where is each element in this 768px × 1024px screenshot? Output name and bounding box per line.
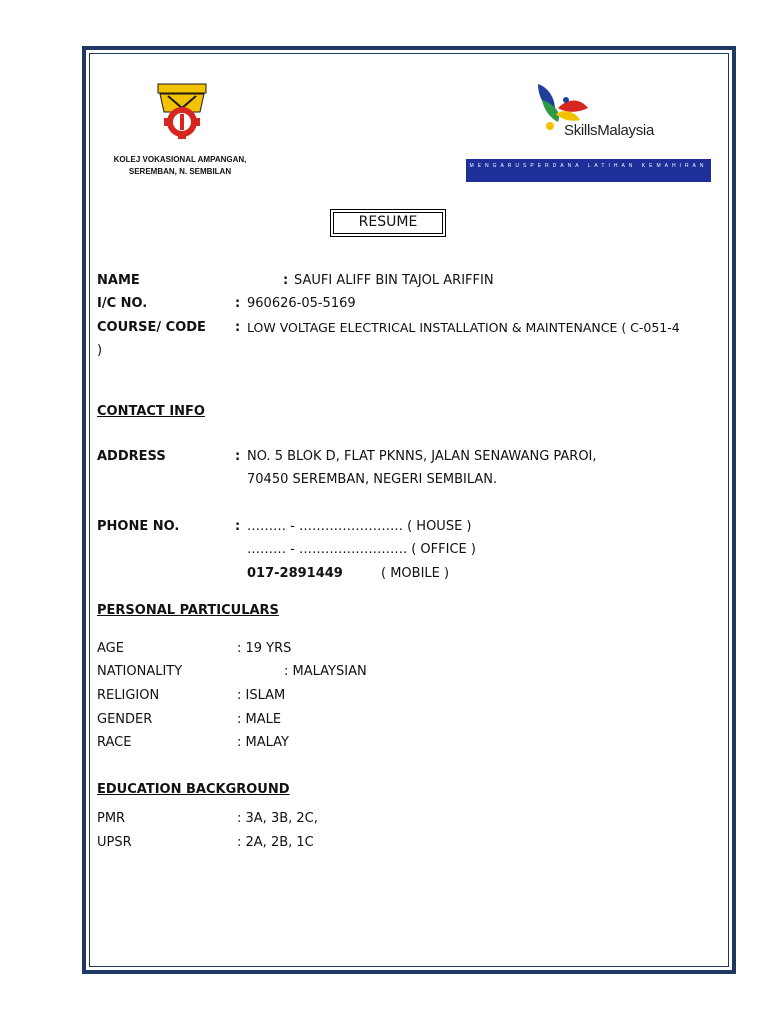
phone-colon: : xyxy=(235,519,241,534)
phone-office: ……… - ……………………. ( OFFICE ) xyxy=(247,542,476,557)
nationality-value: : MALAYSIAN xyxy=(284,664,367,679)
pmr-value: : 3A, 3B, 2C, xyxy=(237,811,318,826)
course-label: COURSE/ CODE xyxy=(97,320,206,335)
contact-info-heading: CONTACT INFO xyxy=(97,404,205,419)
course-value: LOW VOLTAGE ELECTRICAL INSTALLATION & MAINTENANCE ( C-051-4 xyxy=(247,320,680,335)
page-border xyxy=(82,46,736,974)
skillsmalaysia-logo xyxy=(528,78,668,148)
college-crest-logo xyxy=(154,82,210,140)
course-colon: : xyxy=(235,320,241,335)
address-line-2: 70450 SEREMBAN, NEGERI SEMBILAN. xyxy=(247,472,498,487)
race-label: RACE xyxy=(97,735,132,750)
education-background-heading: EDUCATION BACKGROUND xyxy=(97,782,290,797)
nationality-label: NATIONALITY xyxy=(97,664,183,679)
phone-mobile-tag: ( MOBILE ) xyxy=(381,566,450,581)
skills-banner: MENGARUSPERDANA LATIHAN KEMAHIRAN xyxy=(466,159,711,182)
ic-value: 960626-05-5169 xyxy=(247,296,356,311)
address-colon: : xyxy=(235,449,241,464)
upsr-value: : 2A, 2B, 1C xyxy=(237,835,314,850)
address-line-1: NO. 5 BLOK D, FLAT PKNNS, JALAN SENAWANG PAROI, xyxy=(247,449,597,464)
phone-mobile-number: 017-2891449 xyxy=(247,566,343,581)
age-value: : 19 YRS xyxy=(237,641,292,656)
course-value-continued: ) xyxy=(97,343,103,358)
ic-label: I/C NO. xyxy=(97,296,148,311)
gender-label: GENDER xyxy=(97,712,153,727)
resume-title: RESUME xyxy=(330,209,446,237)
name-label: NAME xyxy=(97,273,140,288)
skillsmalaysia-brand-text: SkillsMalaysia xyxy=(564,122,654,139)
gender-value: : MALE xyxy=(237,712,282,727)
college-name: KOLEJ VOKASIONAL AMPANGAN, SEREMBAN, N. SEMBILAN xyxy=(113,155,247,176)
phone-label: PHONE NO. xyxy=(97,519,180,534)
address-label: ADDRESS xyxy=(97,449,166,464)
phone-house: ……… - …………………… ( HOUSE ) xyxy=(247,519,472,534)
personal-particulars-heading: PERSONAL PARTICULARS xyxy=(97,603,279,618)
name-value: SAUFI ALIFF BIN TAJOL ARIFFIN xyxy=(294,273,494,288)
pmr-label: PMR xyxy=(97,811,126,826)
name-colon: : xyxy=(283,273,289,288)
age-label: AGE xyxy=(97,641,124,656)
religion-label: RELIGION xyxy=(97,688,160,703)
upsr-label: UPSR xyxy=(97,835,132,850)
race-value: : MALAY xyxy=(237,735,289,750)
ic-colon: : xyxy=(235,296,241,311)
religion-value: : ISLAM xyxy=(237,688,286,703)
